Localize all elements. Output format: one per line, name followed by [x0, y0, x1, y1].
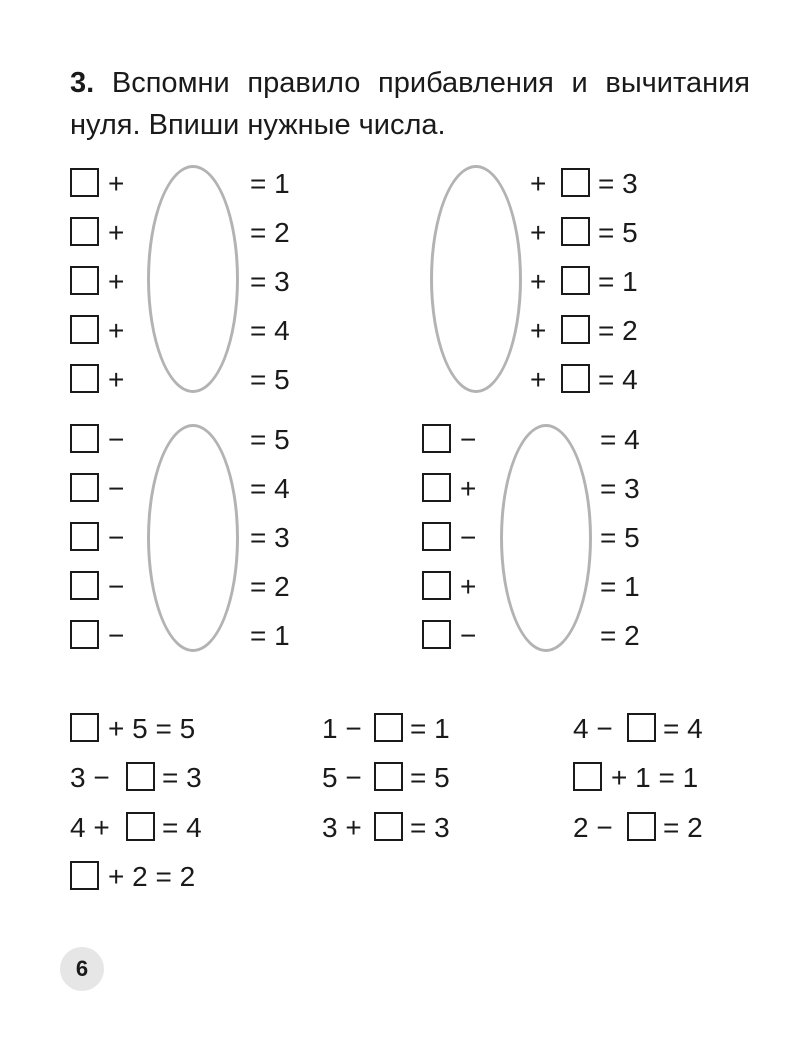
operator: − — [460, 522, 477, 553]
result: = 5 — [598, 217, 638, 248]
operator: − — [108, 473, 125, 504]
answer-box[interactable] — [627, 713, 656, 742]
equation-after: + 1 = 1 — [611, 762, 699, 793]
equation-before: 4 + — [70, 812, 110, 843]
operator: + — [530, 315, 547, 346]
answer-box[interactable] — [374, 812, 403, 841]
equation-after: + 5 = 5 — [108, 713, 196, 744]
oval-bottom-left — [147, 424, 239, 652]
operator: + — [530, 217, 547, 248]
answer-box[interactable] — [70, 620, 99, 649]
result: = 2 — [250, 571, 290, 602]
operator: + — [530, 168, 547, 199]
equation-after: = 1 — [410, 713, 450, 744]
operator: − — [460, 620, 477, 651]
answer-box[interactable] — [561, 168, 590, 197]
result: = 3 — [250, 522, 290, 553]
oval-top-left — [147, 165, 239, 393]
task-instruction: Вспомни правило прибавления и вычитания нуля. Впиши нужные числа. — [70, 67, 750, 141]
equation-before: 2 − — [573, 812, 613, 843]
operator: − — [108, 522, 125, 553]
result: = 1 — [598, 266, 638, 297]
answer-box[interactable] — [422, 571, 451, 600]
result: = 2 — [598, 315, 638, 346]
answer-box[interactable] — [374, 713, 403, 742]
equation-before: 5 − — [322, 762, 362, 793]
answer-box[interactable] — [422, 473, 451, 502]
equation-before: 3 + — [322, 812, 362, 843]
answer-box[interactable] — [70, 424, 99, 453]
answer-box[interactable] — [70, 522, 99, 551]
task-number: 3. — [70, 67, 95, 99]
result: = 1 — [250, 620, 290, 651]
equation-before: 3 − — [70, 762, 110, 793]
operator: + — [108, 168, 125, 199]
answer-box[interactable] — [126, 812, 155, 841]
result: = 3 — [598, 168, 638, 199]
result: = 1 — [250, 168, 290, 199]
answer-box[interactable] — [70, 571, 99, 600]
equation-before: 1 − — [322, 713, 362, 744]
equation-after: = 3 — [162, 762, 202, 793]
equation-after: = 4 — [162, 812, 202, 843]
operator: − — [108, 620, 125, 651]
equation-after: = 5 — [410, 762, 450, 793]
result: = 5 — [250, 424, 290, 455]
equation-before: 4 − — [573, 713, 613, 744]
equation-after: + 2 = 2 — [108, 861, 196, 892]
equation-after: = 2 — [663, 812, 703, 843]
result: = 5 — [600, 522, 640, 553]
result: = 4 — [598, 364, 638, 395]
answer-box[interactable] — [627, 812, 656, 841]
answer-box[interactable] — [374, 762, 403, 791]
result: = 4 — [600, 424, 640, 455]
answer-box[interactable] — [126, 762, 155, 791]
operator: + — [108, 315, 125, 346]
answer-box[interactable] — [70, 473, 99, 502]
page-number: 6 — [60, 947, 104, 991]
answer-box[interactable] — [70, 861, 99, 890]
answer-box[interactable] — [70, 315, 99, 344]
answer-box[interactable] — [561, 364, 590, 393]
result: = 3 — [600, 473, 640, 504]
answer-box[interactable] — [561, 266, 590, 295]
operator: − — [108, 424, 125, 455]
equation-after: = 4 — [663, 713, 703, 744]
answer-box[interactable] — [70, 266, 99, 295]
answer-box[interactable] — [70, 168, 99, 197]
result: = 4 — [250, 473, 290, 504]
operator: + — [108, 217, 125, 248]
answer-box[interactable] — [561, 315, 590, 344]
answer-box[interactable] — [422, 424, 451, 453]
operator: + — [460, 571, 477, 602]
operator: + — [530, 266, 547, 297]
answer-box[interactable] — [70, 713, 99, 742]
answer-box[interactable] — [561, 217, 590, 246]
answer-box[interactable] — [422, 522, 451, 551]
operator: − — [108, 571, 125, 602]
result: = 5 — [250, 364, 290, 395]
operator: − — [460, 424, 477, 455]
oval-top-right — [430, 165, 522, 393]
operator: + — [108, 266, 125, 297]
result: = 4 — [250, 315, 290, 346]
answer-box[interactable] — [573, 762, 602, 791]
operator: + — [108, 364, 125, 395]
result: = 2 — [600, 620, 640, 651]
task-title — [70, 62, 750, 146]
answer-box[interactable] — [70, 217, 99, 246]
equation-after: = 3 — [410, 812, 450, 843]
answer-box[interactable] — [422, 620, 451, 649]
operator: + — [530, 364, 547, 395]
answer-box[interactable] — [70, 364, 99, 393]
operator: + — [460, 473, 477, 504]
oval-bottom-right — [500, 424, 592, 652]
result: = 2 — [250, 217, 290, 248]
result: = 3 — [250, 266, 290, 297]
result: = 1 — [600, 571, 640, 602]
